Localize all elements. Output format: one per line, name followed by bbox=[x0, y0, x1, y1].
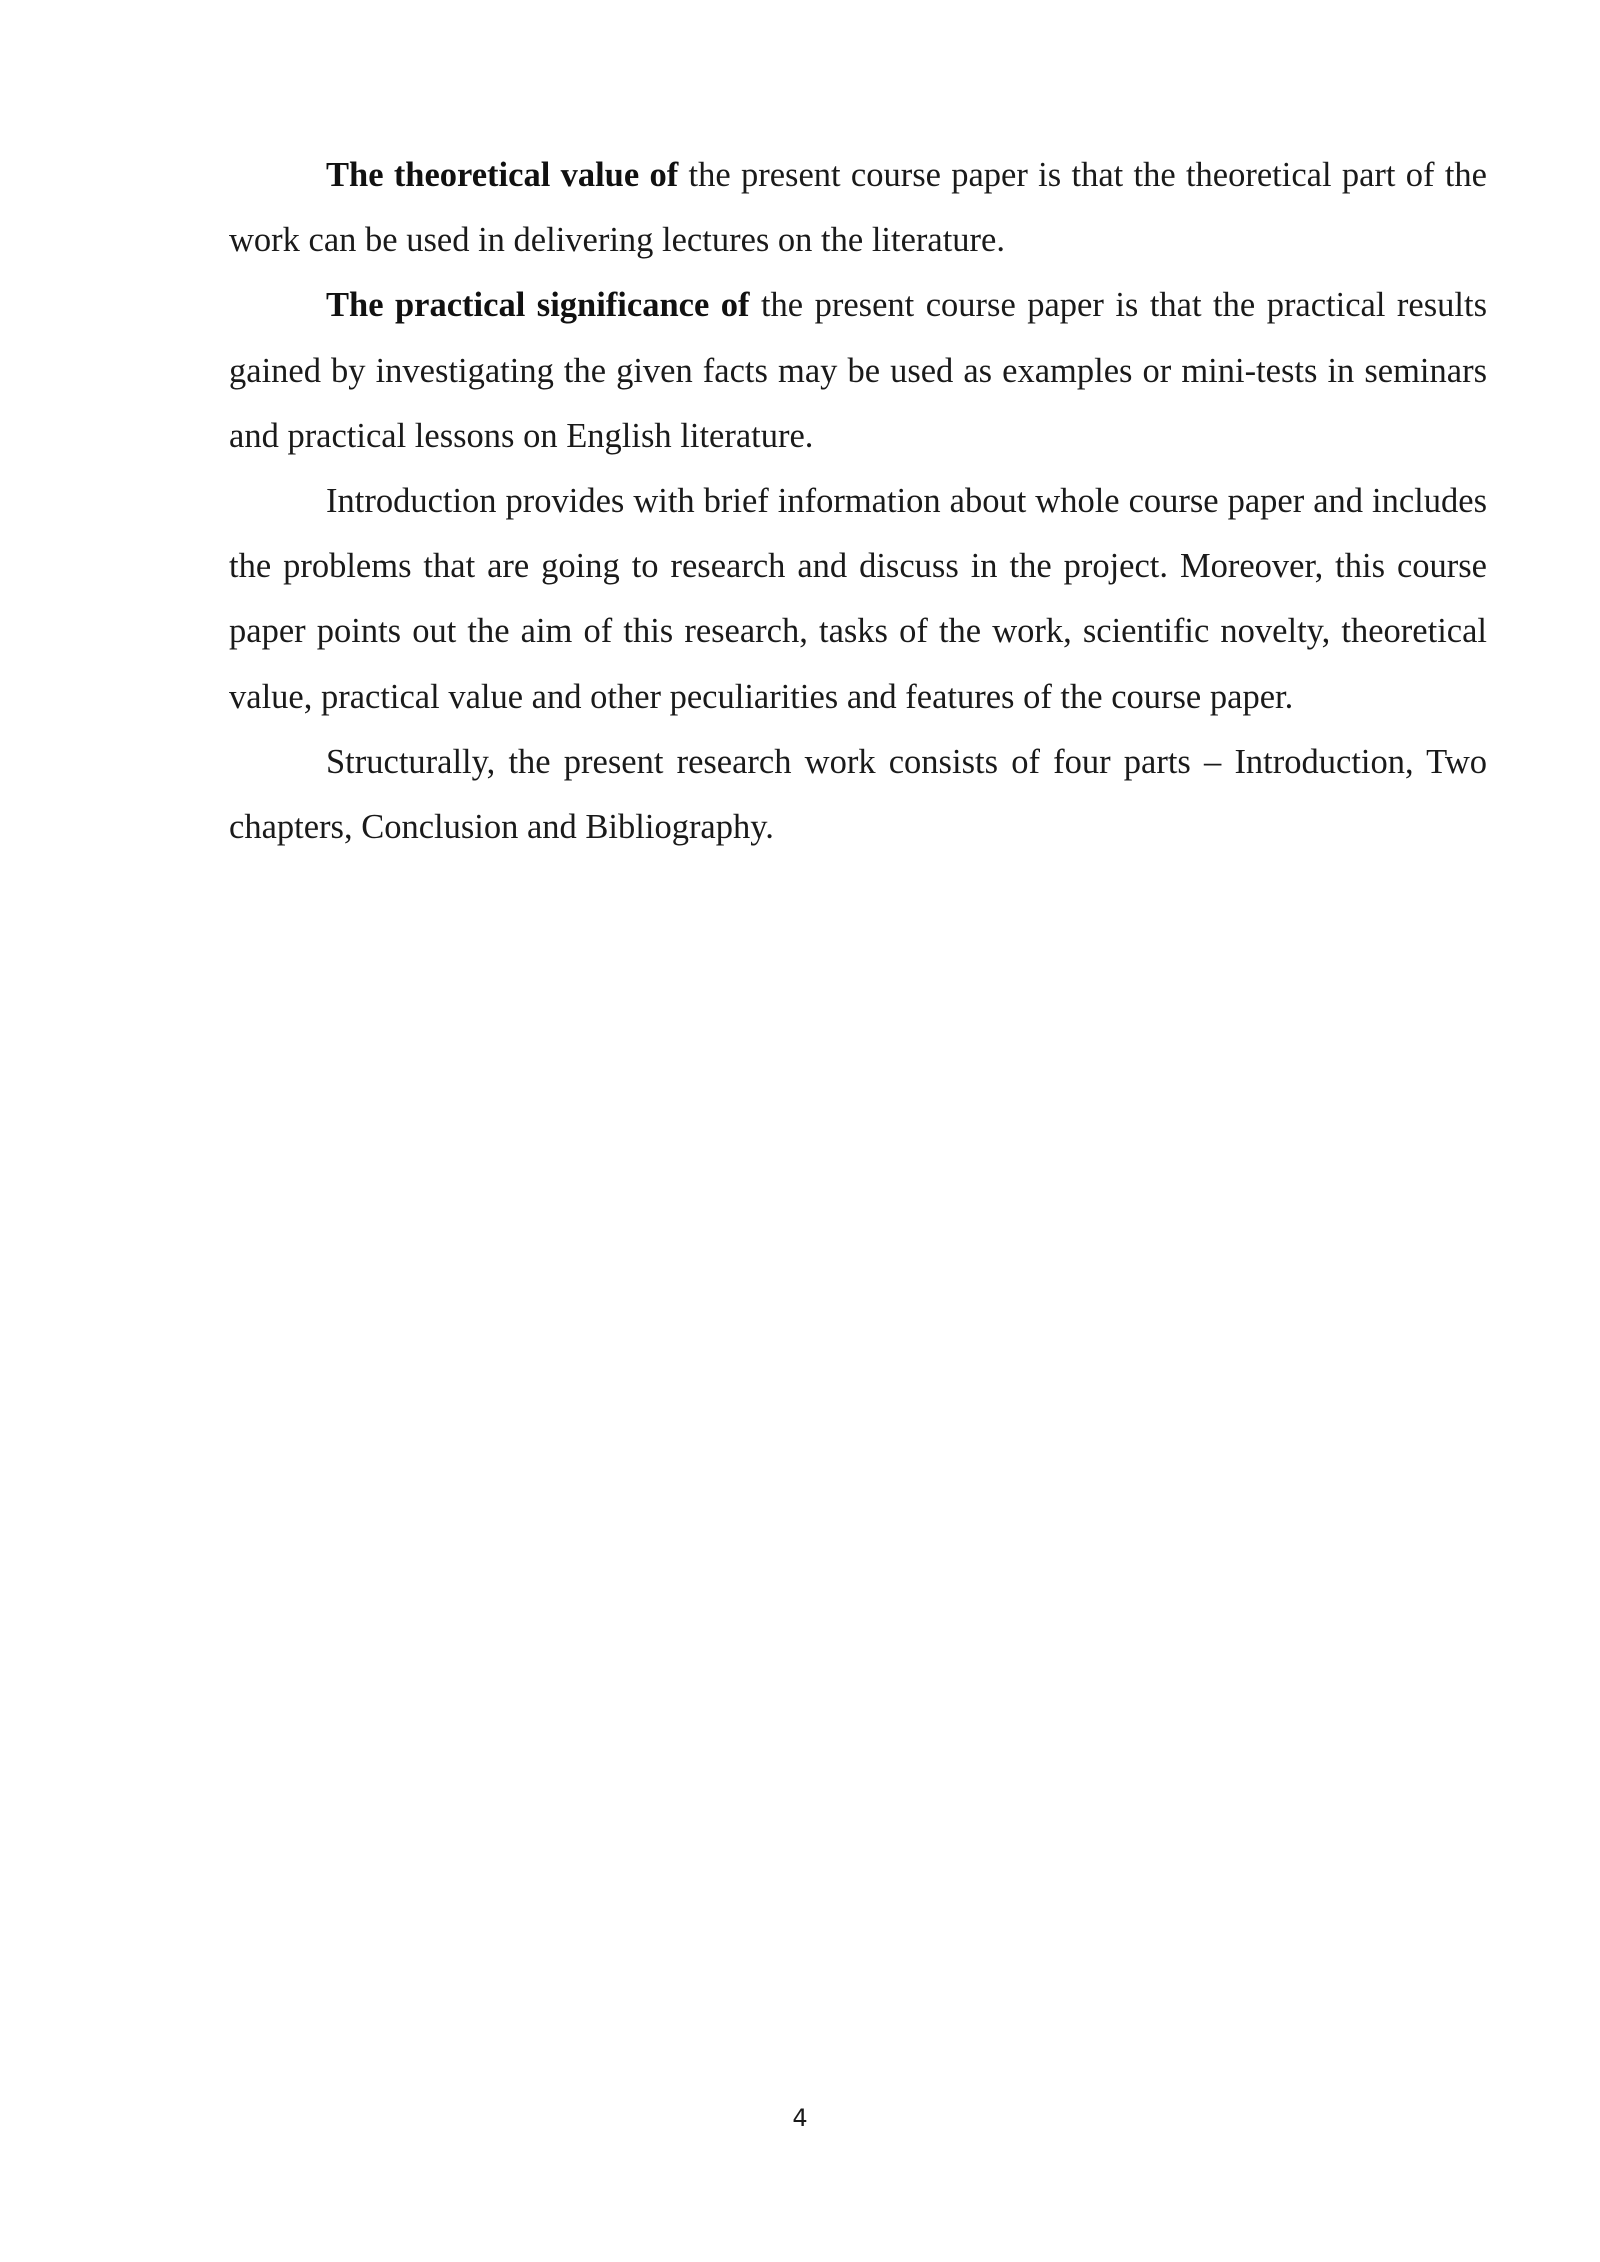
paragraph-text: the present course paper is that the theoretical part of the work can be used in delivering lectures on the literature. bbox=[229, 156, 1487, 260]
paragraph-text: Introduction provides with brief information about whole course paper and includes the problems that are going to research and discuss in the project. Moreover, this course paper points out the aim of this research, tasks of the work, scientific novelty, theoretical value, practical value and other peculiarities and features of the course paper. bbox=[229, 482, 1487, 716]
paragraph-text: Structurally, the present research work consists of four parts – Introduction, Two chapters, Conclusion and Bibliography. bbox=[229, 742, 1487, 847]
paragraph-introduction-summary bbox=[229, 469, 1487, 730]
page-number: 4 bbox=[792, 2104, 808, 2132]
paragraph-lead-bold: The theoretical value of bbox=[326, 156, 679, 194]
paragraph-practical-significance bbox=[229, 273, 1487, 469]
paragraph-lead-bold: The practical significance of bbox=[326, 286, 750, 325]
body-text bbox=[229, 143, 1487, 860]
paragraph-text: the present course paper is that the practical results gained by investigating the given facts may be used as examples or mini-tests in seminars and practical lessons on English literature. bbox=[229, 286, 1487, 455]
paragraph-theoretical-value bbox=[229, 143, 1487, 273]
paragraph-structure bbox=[229, 730, 1487, 860]
